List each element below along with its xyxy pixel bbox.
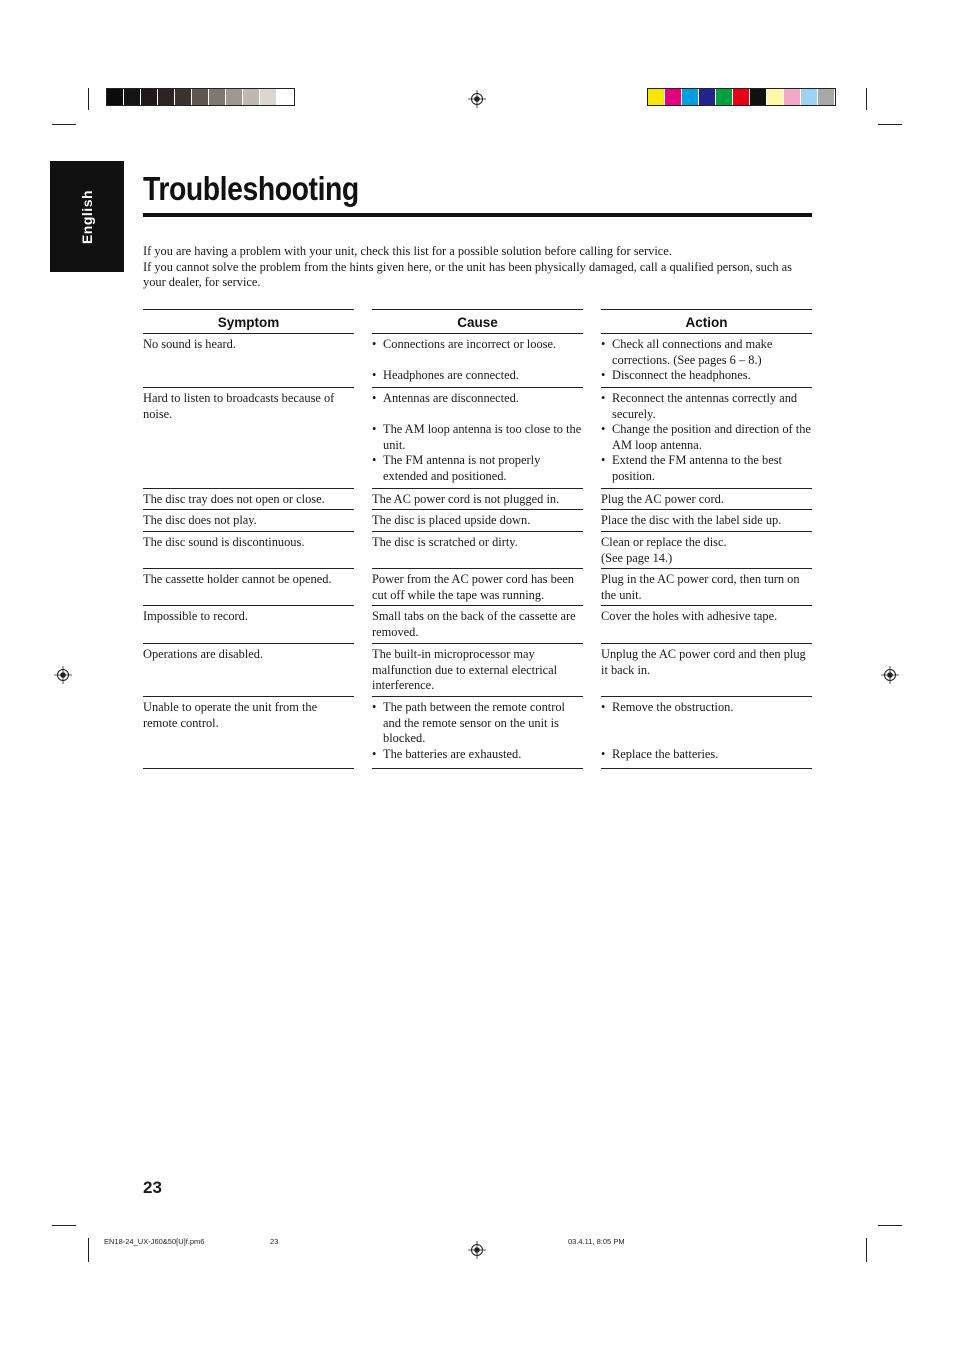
symptom-text: Operations are disabled. xyxy=(143,647,264,661)
table-cell xyxy=(372,387,583,488)
language-tab-label: English xyxy=(79,189,95,244)
action-bullet: • Remove the obstruction. xyxy=(601,700,812,716)
symptom-text: Unable to operate the unit from the remote control. xyxy=(143,700,318,730)
action-bullet: • Check all connections and make corrections. (See pages 6 – 8.) xyxy=(601,337,812,368)
table-cell xyxy=(372,531,583,568)
registration-mark-icon xyxy=(468,1241,486,1259)
color-swatch xyxy=(175,89,192,105)
cause-bullet: • Connections are incorrect or loose. xyxy=(372,337,583,353)
table-cell xyxy=(601,387,812,488)
crop-mark xyxy=(878,1225,902,1226)
table-cell xyxy=(372,509,583,531)
table-cell xyxy=(143,387,354,488)
table-cell xyxy=(601,531,812,568)
color-swatch xyxy=(818,89,835,105)
color-swatch xyxy=(277,89,294,105)
footer-filename: EN18-24_UX-J60&50[U]f.pm6 xyxy=(104,1237,205,1246)
footer-page: 23 xyxy=(270,1237,279,1246)
action-text: Plug the AC power cord. xyxy=(601,492,724,506)
table-cell xyxy=(601,696,812,769)
action-text: Plug in the AC power cord, then turn on the unit. xyxy=(601,572,800,602)
intro-text xyxy=(143,244,813,291)
registration-mark-icon xyxy=(468,90,486,108)
symptom-text: The disc sound is discontinuous. xyxy=(143,535,305,549)
table-cell xyxy=(372,605,583,643)
table-cell xyxy=(143,696,354,769)
grayscale-calibration-bar xyxy=(106,88,295,106)
color-swatch xyxy=(243,89,260,105)
crop-mark xyxy=(88,1238,89,1262)
cause-column xyxy=(372,309,583,761)
language-tab xyxy=(50,161,124,272)
color-swatch xyxy=(209,89,226,105)
page-title: Troubleshooting xyxy=(143,170,359,207)
color-swatch xyxy=(665,89,682,105)
color-swatch xyxy=(699,89,716,105)
table-cell xyxy=(372,488,583,509)
table-cell xyxy=(143,531,354,568)
table-cell xyxy=(372,643,583,696)
table-cell xyxy=(601,605,812,643)
intro-paragraph: If you cannot solve the problem from the hints given here, or the unit has been physically damaged, call a qualified person, such as your dealer, for service. xyxy=(143,259,792,290)
table-cell xyxy=(601,488,812,509)
color-calibration-bar xyxy=(647,88,836,106)
table-cell xyxy=(372,334,583,387)
symptom-column xyxy=(143,309,354,730)
action-text: Unplug the AC power cord and then plug it back in. xyxy=(601,647,806,677)
cause-bullet: • Antennas are disconnected. xyxy=(372,391,583,407)
table-cell xyxy=(143,334,354,387)
cause-text: The disc is placed upside down. xyxy=(372,513,531,527)
crop-mark xyxy=(866,1238,867,1262)
table-cell xyxy=(143,488,354,509)
color-swatch xyxy=(648,89,665,105)
cause-header: Cause xyxy=(372,309,583,334)
intro-paragraph: If you are having a problem with your unit, check this list for a possible solution before calling for service. xyxy=(143,244,672,258)
color-swatch xyxy=(767,89,784,105)
cause-text: Power from the AC power cord has been cut off while the tape was running. xyxy=(372,572,574,602)
action-bullet: • Extend the FM antenna to the best position. xyxy=(601,453,812,484)
action-bullet: • Replace the batteries. xyxy=(601,747,812,763)
action-text: Place the disc with the label side up. xyxy=(601,513,782,527)
symptom-text: The disc tray does not open or close. xyxy=(143,492,325,506)
cause-bullet: • The FM antenna is not properly extended and positioned. xyxy=(372,453,583,484)
color-swatch xyxy=(107,89,124,105)
color-swatch xyxy=(260,89,277,105)
color-swatch xyxy=(226,89,243,105)
table-cell xyxy=(143,509,354,531)
cause-text: Small tabs on the back of the cassette are removed. xyxy=(372,609,576,639)
action-header: Action xyxy=(601,309,812,334)
table-cell xyxy=(143,568,354,605)
table-cell xyxy=(601,568,812,605)
table-cell xyxy=(601,643,812,696)
page-number: 23 xyxy=(143,1178,162,1197)
color-swatch xyxy=(784,89,801,105)
symptom-text: No sound is heard. xyxy=(143,337,236,351)
table-cell xyxy=(601,509,812,531)
color-swatch xyxy=(141,89,158,105)
cause-bullet: • The batteries are exhausted. xyxy=(372,747,583,763)
symptom-text: Impossible to record. xyxy=(143,609,248,623)
symptom-text: Hard to listen to broadcasts because of noise. xyxy=(143,391,335,421)
crop-mark xyxy=(52,124,76,125)
symptom-text: The disc does not play. xyxy=(143,513,257,527)
color-swatch xyxy=(682,89,699,105)
footer-timestamp: 03.4.11, 8:05 PM xyxy=(568,1237,625,1246)
symptom-header: Symptom xyxy=(143,309,354,334)
color-swatch xyxy=(158,89,175,105)
registration-mark-icon xyxy=(881,666,899,684)
table-cell xyxy=(143,643,354,696)
cause-text: The disc is scratched or dirty. xyxy=(372,535,518,549)
table-cell xyxy=(372,696,583,769)
action-text: Cover the holes with adhesive tape. xyxy=(601,609,778,623)
color-swatch xyxy=(192,89,209,105)
action-bullet: • Change the position and direction of the AM loop antenna. xyxy=(601,422,812,453)
color-swatch xyxy=(750,89,767,105)
cause-bullet: • The AM loop antenna is too close to the unit. xyxy=(372,422,583,453)
table-cell xyxy=(143,605,354,643)
crop-mark xyxy=(52,1225,76,1226)
title-rule xyxy=(143,213,812,217)
action-column xyxy=(601,309,812,761)
cause-text: The AC power cord is not plugged in. xyxy=(372,492,560,506)
cause-bullet: • Headphones are connected. xyxy=(372,368,583,384)
table-cell xyxy=(372,568,583,605)
color-swatch xyxy=(124,89,141,105)
color-swatch xyxy=(801,89,818,105)
action-text: Clean or replace the disc. (See page 14.) xyxy=(601,535,727,565)
symptom-text: The cassette holder cannot be opened. xyxy=(143,572,332,586)
crop-mark xyxy=(878,124,902,125)
cause-text: The built-in microprocessor may malfunction due to external electrical interference. xyxy=(372,647,558,693)
action-bullet: • Reconnect the antennas correctly and securely. xyxy=(601,391,812,422)
registration-mark-icon xyxy=(54,666,72,684)
crop-mark xyxy=(88,88,89,110)
crop-mark xyxy=(866,88,867,110)
table-cell xyxy=(601,334,812,387)
color-swatch xyxy=(716,89,733,105)
cause-bullet: • The path between the remote control and the remote sensor on the unit is blocked. xyxy=(372,700,583,747)
color-swatch xyxy=(733,89,750,105)
action-bullet: • Disconnect the headphones. xyxy=(601,368,812,384)
